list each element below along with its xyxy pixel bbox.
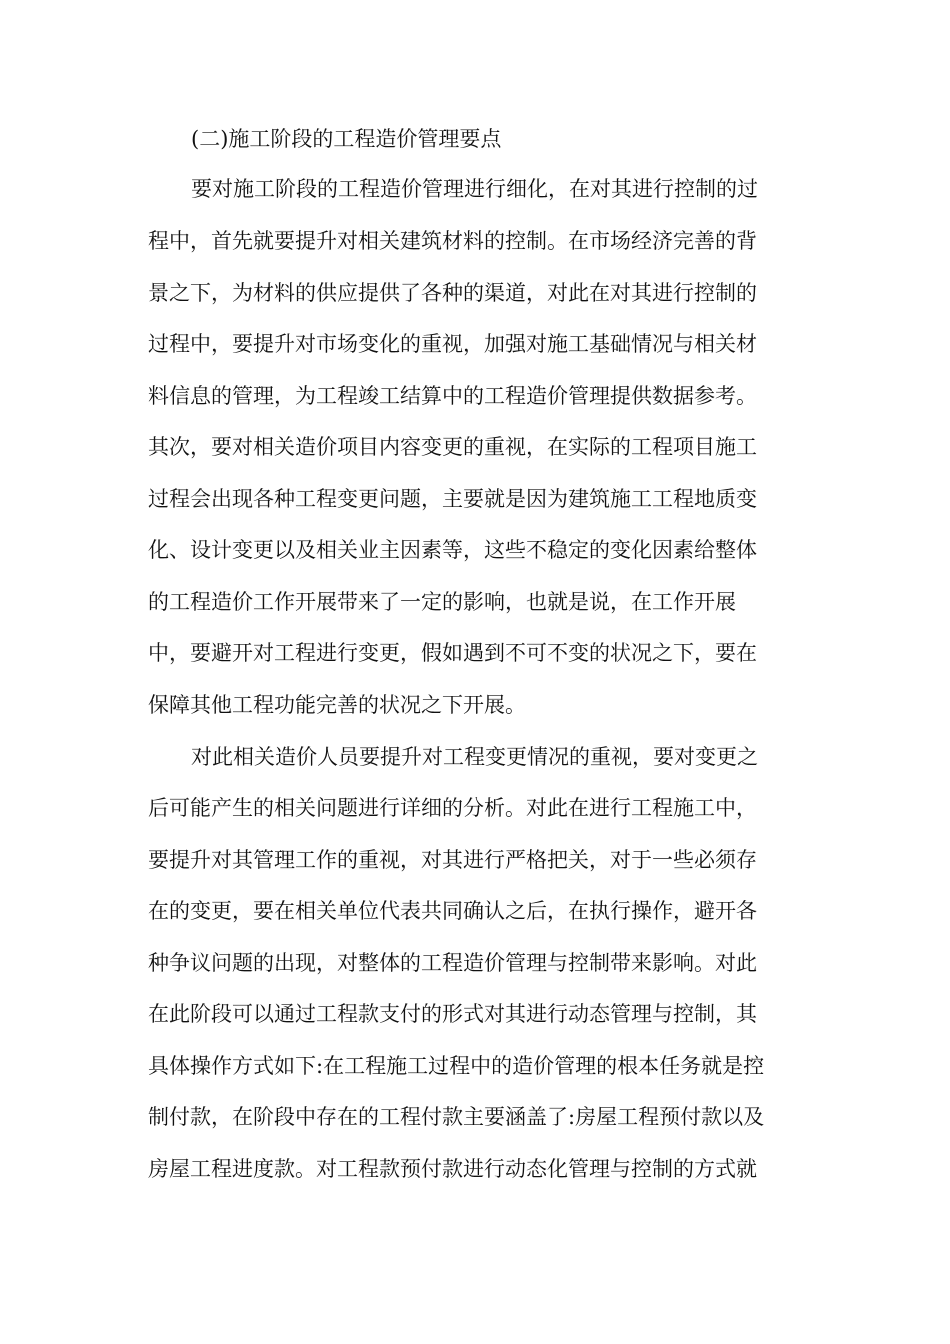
paragraph-1-line-7: 过程会出现各种工程变更问题，主要就是因为建筑施工工程地质变 bbox=[148, 487, 757, 511]
paragraph-2-line-4: 在的变更，要在相关单位代表共同确认之后，在执行操作，避开各 bbox=[148, 899, 757, 923]
paragraph-2-line-8: 制付款，在阶段中存在的工程付款主要涵盖了:房屋工程预付款以及 bbox=[148, 1105, 765, 1129]
paragraph-1-line-3: 景之下，为材料的供应提供了各种的渠道，对此在对其进行控制的 bbox=[148, 281, 757, 305]
paragraph-2-line-9: 房屋工程进度款。对工程款预付款进行动态化管理与控制的方式就 bbox=[148, 1157, 757, 1181]
paragraph-2-line-2: 后可能产生的相关问题进行详细的分析。对此在进行工程施工中， bbox=[148, 796, 757, 820]
paragraph-2-line-6: 在此阶段可以通过工程款支付的形式对其进行动态管理与控制，其 bbox=[148, 1002, 757, 1026]
paragraph-1-line-2: 程中，首先就要提升对相关建筑材料的控制。在市场经济完善的背 bbox=[148, 229, 757, 253]
paragraph-2-line-3: 要提升对其管理工作的重视，对其进行严格把关，对于一些必须存 bbox=[148, 848, 757, 872]
paragraph-1-line-8: 化、设计变更以及相关业主因素等，这些不稳定的变化因素给整体 bbox=[148, 538, 757, 562]
paragraph-2-line-5: 种争议问题的出现，对整体的工程造价管理与控制带来影响。对此 bbox=[148, 951, 757, 975]
paragraph-1-line-11: 保障其他工程功能完善的状况之下开展。 bbox=[148, 693, 526, 717]
paragraph-1-line-5: 料信息的管理，为工程竣工结算中的工程造价管理提供数据参考。 bbox=[148, 384, 757, 408]
paragraph-1-line-10: 中，要避开对工程进行变更，假如遇到不可不变的状况之下，要在 bbox=[148, 641, 757, 665]
paragraph-2-line-1: 对此相关造价人员要提升对工程变更情况的重视，要对变更之 bbox=[191, 745, 758, 769]
section-heading: (二)施工阶段的工程造价管理要点 bbox=[191, 127, 502, 151]
paragraph-1-line-6: 其次，要对相关造价项目内容变更的重视，在实际的工程项目施工 bbox=[148, 435, 757, 459]
paragraph-2-line-7: 具体操作方式如下:在工程施工过程中的造价管理的根本任务就是控 bbox=[148, 1054, 765, 1078]
paragraph-1-line-9: 的工程造价工作开展带来了一定的影响，也就是说，在工作开展 bbox=[148, 590, 736, 614]
paragraph-1-line-1: 要对施工阶段的工程造价管理进行细化，在对其进行控制的过 bbox=[191, 177, 758, 201]
paragraph-1-line-4: 过程中，要提升对市场变化的重视，加强对施工基础情况与相关材 bbox=[148, 332, 757, 356]
